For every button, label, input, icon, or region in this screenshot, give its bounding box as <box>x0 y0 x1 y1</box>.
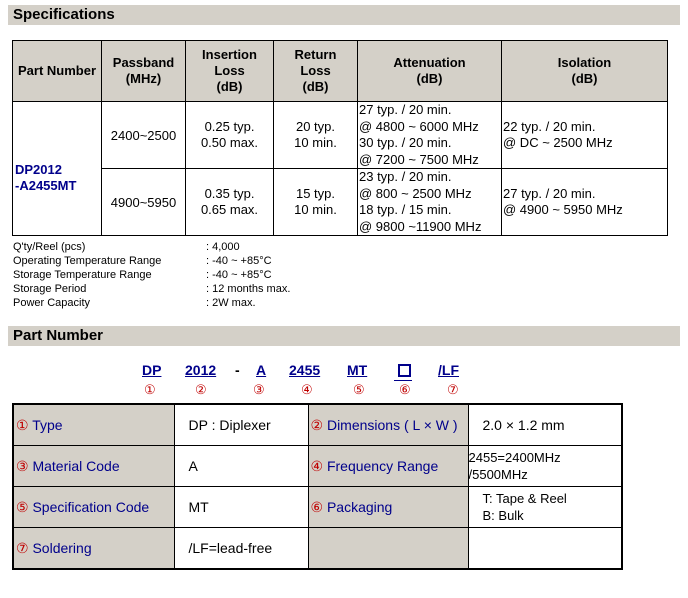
table-row <box>13 404 622 446</box>
type-value: DP : Diplexer <box>174 404 308 446</box>
marker-7: ⑦ <box>447 382 459 397</box>
marker-4: ④ <box>301 382 313 397</box>
dimensions-label: ② Dimensions ( L × W ) <box>308 404 468 446</box>
header-isolation: Isolation (dB) <box>502 41 668 102</box>
code-segment-lf: /LF <box>438 362 459 378</box>
marker-6: ⑥ <box>399 382 411 397</box>
packaging-placeholder-underline <box>394 380 412 381</box>
code-segment-dp: DP <box>142 362 162 378</box>
part-number-title: Part Number <box>13 327 104 344</box>
header-attenuation: Attenuation (dB) <box>358 41 502 102</box>
insertion-loss-cell: 0.35 typ. 0.65 max. <box>186 169 274 236</box>
specifications-table <box>12 40 668 236</box>
spec-header-row <box>13 41 668 102</box>
code-segment-2012: 2012 <box>185 362 217 378</box>
empty-cell <box>468 528 622 570</box>
code-segment-mt: MT <box>347 362 368 378</box>
soldering-label: ⑦ Soldering <box>13 528 174 570</box>
specification-code-value: MT <box>174 487 308 528</box>
packaging-value: T: Tape & Reel B: Bulk <box>468 487 622 528</box>
return-loss-cell: 20 typ. 10 min. <box>274 102 358 169</box>
attenuation-cell: 27 typ. / 20 min. @ 4800 ~ 6000 MHz 30 typ. / 20 min. @ 7200 ~ 7500 MHz <box>358 102 502 169</box>
type-label: ① Type <box>13 404 174 446</box>
frequency-range-value: 2455=2400MHz /5500MHz <box>468 446 622 487</box>
soldering-value: /LF=lead-free <box>174 528 308 570</box>
header-part-number: Part Number <box>13 41 102 102</box>
code-segment-2455: 2455 <box>289 362 321 378</box>
table-row <box>13 487 622 528</box>
isolation-cell: 27 typ. / 20 min. @ 4900 ~ 5950 MHz <box>502 169 668 236</box>
header-return-loss: Return Loss (dB) <box>274 41 358 102</box>
table-row <box>13 446 622 487</box>
attenuation-cell: 23 typ. / 20 min. @ 800 ~ 2500 MHz 18 typ. / 15 min. @ 9800 ~11900 MHz <box>358 169 502 236</box>
frequency-range-label: ④ Frequency Range <box>308 446 468 487</box>
header-passband: Passband (MHz) <box>102 41 186 102</box>
packaging-placeholder-icon <box>398 364 411 377</box>
material-code-value: A <box>174 446 308 487</box>
specifications-header <box>8 5 680 25</box>
part-number-table <box>12 403 623 570</box>
return-loss-cell: 15 typ. 10 min. <box>274 169 358 236</box>
part-number-cell: DP2012 -A2455MT <box>13 102 102 236</box>
passband-cell: 4900~5950 <box>102 169 186 236</box>
table-row <box>13 528 622 570</box>
code-dash: - <box>235 362 240 378</box>
header-insertion-loss: Insertion Loss (dB) <box>186 41 274 102</box>
marker-1: ① <box>144 382 156 397</box>
specifications-title: Specifications <box>13 6 115 23</box>
dimensions-value: 2.0 × 1.2 mm <box>468 404 622 446</box>
isolation-cell: 22 typ. / 20 min. @ DC ~ 2500 MHz <box>502 102 668 169</box>
marker-5: ⑤ <box>353 382 365 397</box>
packaging-label: ⑥ Packaging <box>308 487 468 528</box>
marker-2: ② <box>195 382 207 397</box>
passband-cell: 2400~2500 <box>102 102 186 169</box>
marker-3: ③ <box>253 382 265 397</box>
specification-code-label: ⑤ Specification Code <box>13 487 174 528</box>
insertion-loss-cell: 0.25 typ. 0.50 max. <box>186 102 274 169</box>
table-row <box>13 102 668 169</box>
material-code-label: ③ Material Code <box>13 446 174 487</box>
code-segment-a: A <box>256 362 267 378</box>
empty-cell <box>308 528 468 570</box>
part-number-header <box>8 326 680 346</box>
table-row <box>13 169 668 236</box>
